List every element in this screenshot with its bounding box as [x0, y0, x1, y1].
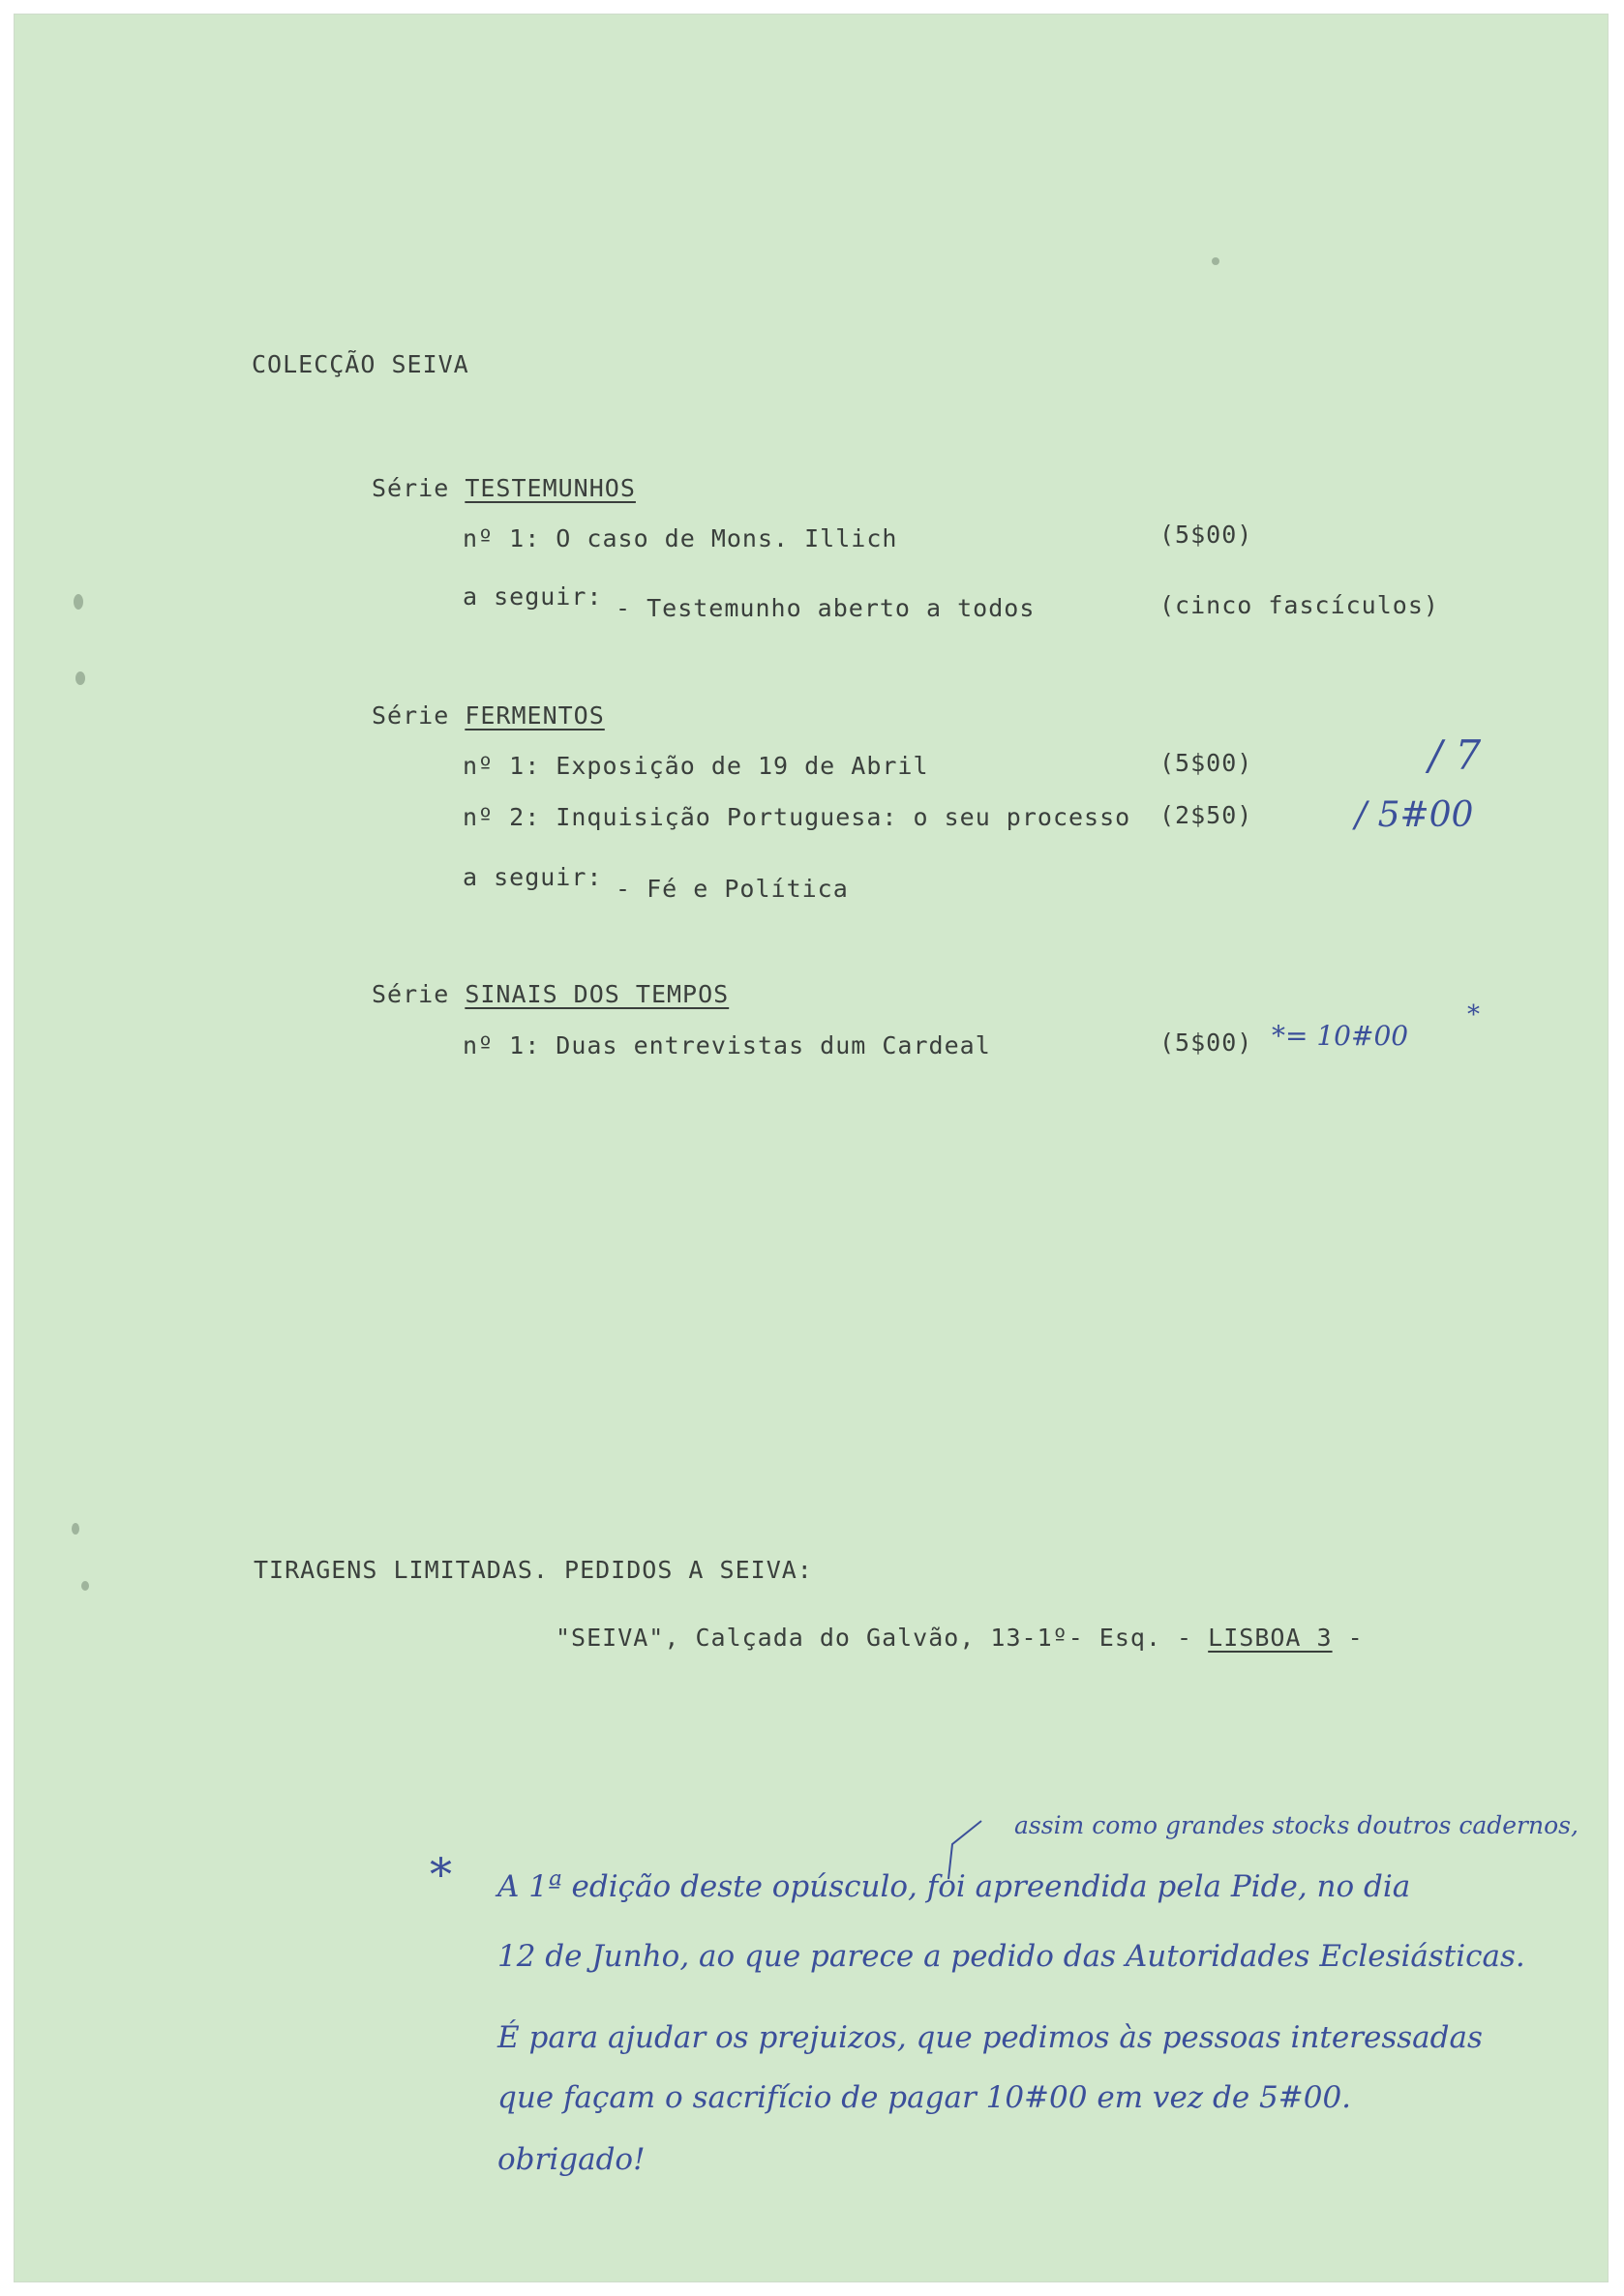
handwritten-line: É para ajudar os prejuizos, que pedimos às pessoas interessadas: [497, 2020, 1483, 2055]
next-note: (cinco fascículos): [1159, 591, 1439, 619]
handwritten-price-correction: *= 10#00: [1272, 1020, 1409, 1052]
series-item-price: (5$00): [1159, 521, 1253, 549]
handwritten-line: 12 de Junho, ao que parece a pedido das Autoridades Eclesiásticas.: [497, 1939, 1525, 1974]
paper-mark: [72, 1523, 79, 1535]
address-city: LISBOA 3: [1208, 1624, 1333, 1652]
paper-mark: [75, 671, 85, 685]
handwritten-asterisk-marker: *: [430, 1848, 452, 1900]
paper-mark: [74, 594, 83, 610]
series-name: SINAIS DOS TEMPOS: [465, 980, 730, 1008]
next-label: a seguir:: [463, 863, 603, 891]
series-item-price: (5$00): [1159, 749, 1253, 777]
handwritten-insert: assim como grandes stocks doutros cadernos,: [1014, 1811, 1579, 1839]
handwritten-line: obrigado!: [497, 2142, 646, 2177]
series-item: nº 1: O caso de Mons. Illich: [463, 524, 898, 552]
paper-mark: [1212, 257, 1219, 265]
series-heading-sinais: [372, 980, 729, 1008]
handwritten-line: que façam o sacrifício de pagar 10#00 em vez de 5#00.: [497, 2080, 1352, 2115]
series-prefix: Série: [372, 980, 450, 1008]
handwritten-line: A 1ª edição deste opúsculo, foi apreendida pela Pide, no dia: [497, 1869, 1411, 1904]
series-heading-testemunhos: [372, 474, 636, 502]
address-end: -: [1347, 1624, 1364, 1652]
orders-address: [556, 1624, 1364, 1652]
series-heading-fermentos: [372, 701, 605, 730]
series-item: nº 2: Inquisição Portuguesa: o seu processo: [463, 803, 1131, 831]
handwritten-price-correction: / 5#00: [1355, 795, 1474, 835]
series-item-price: (2$50): [1159, 801, 1253, 829]
series-item: nº 1: Exposição de 19 de Abril: [463, 752, 929, 780]
series-item: nº 1: Duas entrevistas dum Cardeal: [463, 1031, 991, 1059]
next-item: - Testemunho aberto a todos: [616, 594, 1036, 622]
collection-title: COLECÇÃO SEIVA: [252, 350, 469, 378]
series-item-price: (5$00): [1159, 1029, 1253, 1057]
series-prefix: Série: [372, 701, 450, 730]
handwritten-asterisk: *: [1467, 1000, 1480, 1029]
handwritten-price-correction: / 7: [1429, 731, 1482, 779]
series-prefix: Série: [372, 474, 450, 502]
orders-headline: TIRAGENS LIMITADAS. PEDIDOS A SEIVA:: [254, 1556, 813, 1584]
next-item: - Fé e Política: [616, 875, 849, 903]
series-name: FERMENTOS: [465, 701, 605, 730]
paper-mark: [81, 1581, 89, 1591]
document-page: [14, 14, 1609, 2282]
address-main: "SEIVA", Calçada do Galvão, 13-1º- Esq. -: [556, 1624, 1193, 1652]
series-name: TESTEMUNHOS: [465, 474, 636, 502]
next-label: a seguir:: [463, 582, 603, 611]
